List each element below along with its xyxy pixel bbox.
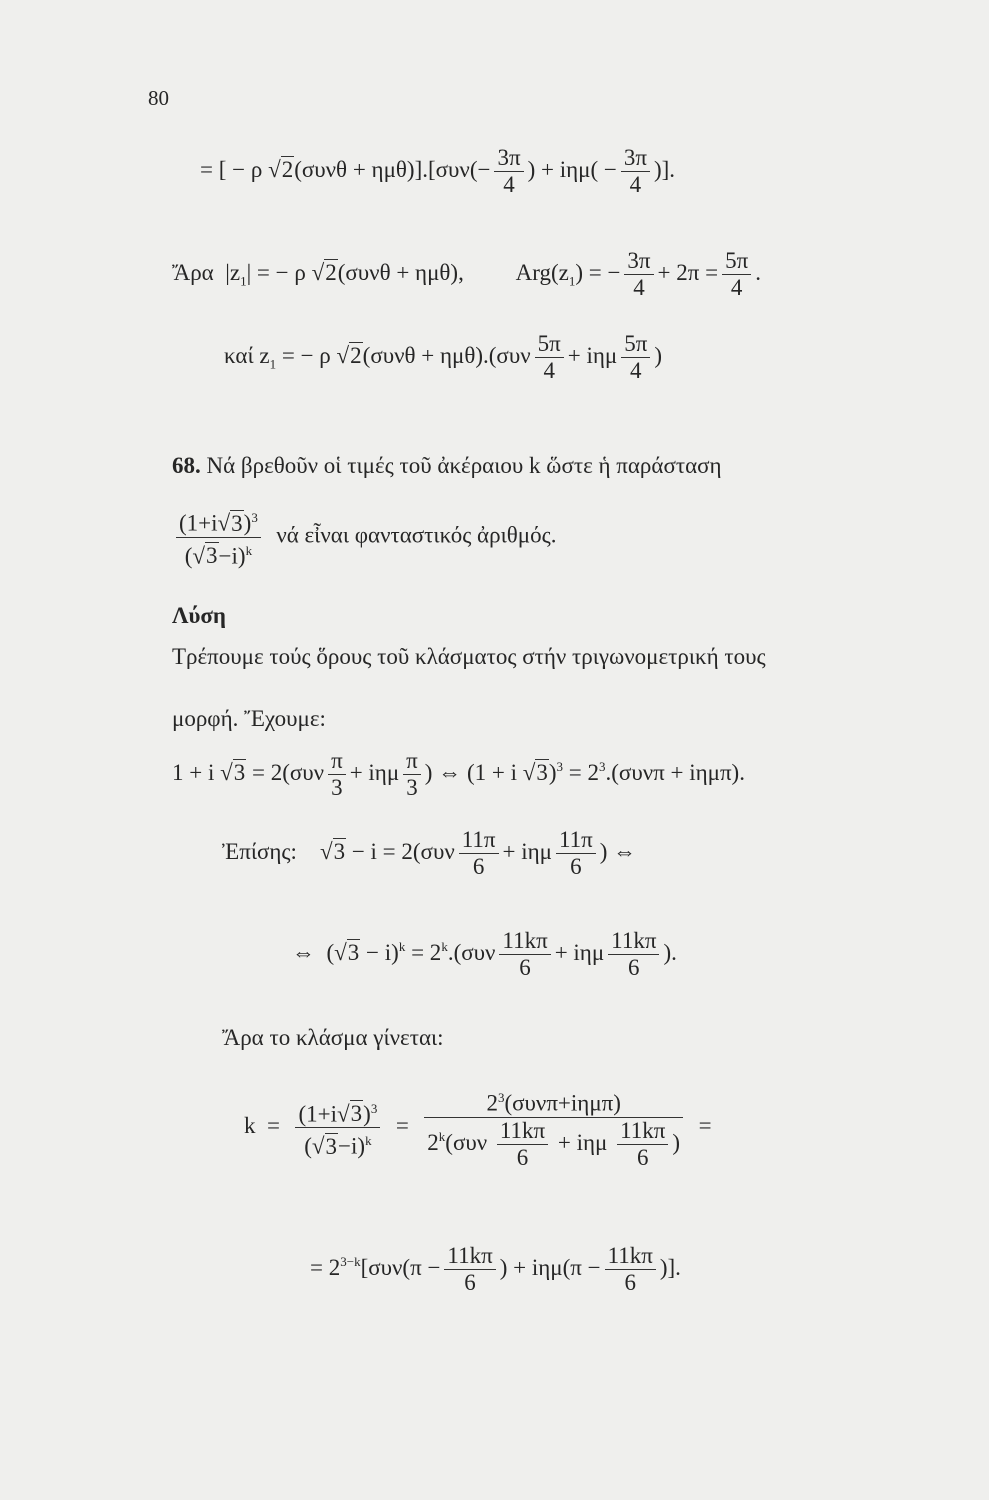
equation-line-4: 1 + i √3 = 2(συν $\frac{\pi}{3}$ + iημ $\frac{\pi}{3}$ ) ⇔ (1 + i $√3)^3 = 2^3.(\sigma\upsilon\nu\pi + i\eta\mu\pi)$. — [172, 748, 745, 800]
equation-line-3: καί $z_1$ = − ρ √2(συνθ + ημθ).(συν $\frac{5\pi}{4}$ + iημ $\frac{5\pi}{4}$ ) — [224, 331, 663, 383]
intro-line-2: μορφή. Ἔχουμε: — [172, 706, 326, 731]
equation-line-6: ⇔ $(√3 - i)^k = 2^k.(\sigma\upsilon\nu$ $\frac{11k\pi}{6}$ + iημ $\frac{11k\pi}{6}$ ). — [292, 928, 677, 980]
equation-line-8: = $2^{3-k}[\sigma\upsilon\nu(\pi$ − $\frac{11k\pi}{6}$ ) + iημ(π − $\frac{11k\pi}{6}$ )]. — [310, 1243, 681, 1295]
solution-heading: Λύση — [172, 603, 226, 628]
equation-line-7: k = $\frac{(1+i√3)^3}{(√3-i)^k}$ = $2^3(\sigma\upsilon\nu\pi+i\eta\mu\pi)$ 2$^k$(συν $\frac{11k\pi}{6}$ + iημ $\frac{11k\pi}{6}$ ) = — [244, 1085, 712, 1171]
problem-line: 68. Νά βρεθοῦν οἱ τιμές τοῦ ἀκέραιου k ὥστε ἡ παράσταση — [172, 453, 722, 478]
equation-line-2: Ἄρα $|z_1|$ = − ρ √2(συνθ + ημθ), $Arg(z_1)$ = − $\frac{3\pi}{4}$ + 2π = $\frac{5\pi}{4}$ . — [172, 248, 761, 300]
page-number: 80 — [148, 86, 169, 110]
equation-line-1: = [ − ρ √2(συνθ + ημθ)].[συν(− $\frac{3\pi}{4}$ ) + iημ( − $\frac{3\pi}{4}$ )]. — [200, 145, 676, 197]
expression-line: $\frac{(1+i√3)^3}{(√3-i)^k}$ νά εἶναι φανταστικός ἀριθμός. — [172, 505, 556, 569]
intro-line-1: Τρέπουμε τούς ὅρους τοῦ κλάσματος στήν τριγωνομετρική τους — [172, 644, 766, 669]
fraction-becomes: Ἄρα το κλάσμα γίνεται: — [222, 1025, 444, 1050]
equation-line-5: Ἐπίσης: √3 − i = 2(συν $\frac{11\pi}{6}$ + iημ $\frac{11\pi}{6}$ ) ⇔ — [222, 827, 637, 879]
